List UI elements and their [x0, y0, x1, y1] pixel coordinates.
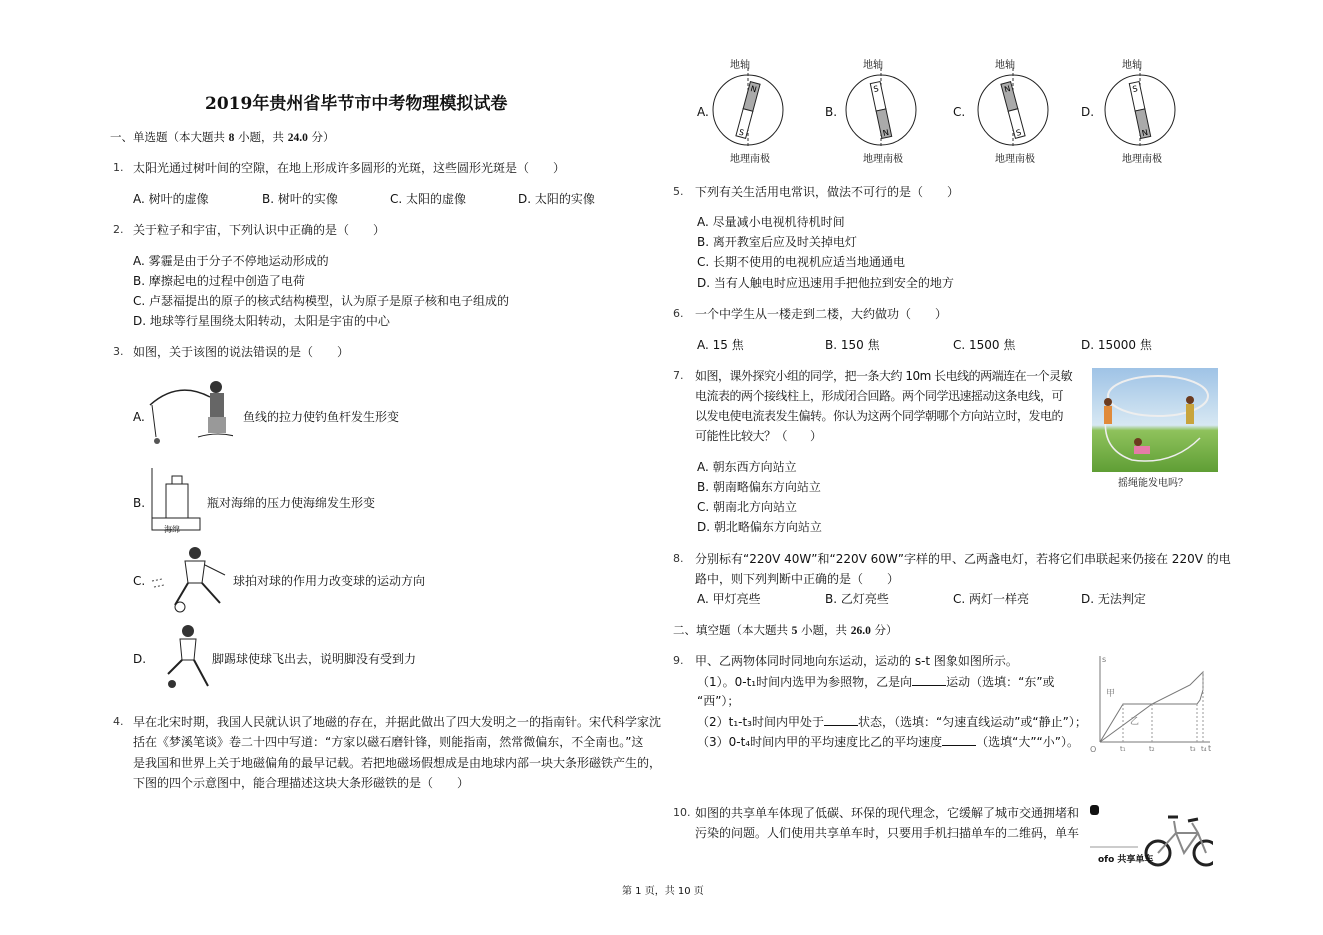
question-text-line: 是我国和世界上关于地磁偏角的最早记载。若把地磁场假想成是由地球内部一块大条形磁铁产生的， — [133, 756, 662, 770]
magnet-top-pole: S — [872, 84, 880, 94]
answer-blank[interactable] — [912, 674, 946, 686]
figure-letter: A. — [697, 105, 709, 119]
question-text-line: 可能性比较大？（ ） — [695, 429, 822, 443]
sponge-label: 海绵 — [164, 525, 180, 534]
earth-axis-label: 地轴 — [1122, 60, 1142, 71]
s-t-graph — [1090, 652, 1215, 752]
south-pole-label: 地理南极 — [995, 154, 1035, 165]
graph-label-jia: 甲 — [1106, 689, 1116, 699]
question-number: 3. — [113, 345, 124, 358]
section-score: 26.0 — [850, 625, 871, 637]
south-pole-label: 地理南极 — [730, 154, 770, 165]
sub-question-text: （3）0-t₄时间内甲的平均速度比乙的平均速度 — [697, 735, 943, 749]
page-footer: 第 1 页，共 10 页 — [622, 886, 704, 897]
bike-brand-label: ofo 共享单车 — [1098, 855, 1154, 865]
question-number: 9. — [673, 654, 684, 667]
question-text: 如图，关于该图的说法错误的是（ ） — [133, 345, 350, 359]
sub-question-text: （2）t₁-t₃时间内甲处于 — [697, 715, 824, 729]
figure-letter: C. — [953, 105, 966, 119]
kicking-ball-image — [150, 624, 215, 694]
earth-magnet-diagram — [1100, 68, 1180, 148]
magnet-top-pole: N — [1003, 84, 1012, 95]
option-c: C. 卢瑟福提出的原子的核式结构模型，认为原子是原子核和电子组成的 — [133, 294, 510, 308]
section-score: 24.0 — [287, 132, 308, 144]
question-text: 太阳光通过树叶间的空隙，在地上形成许多圆形的光斑，这些圆形光斑是（ ） — [133, 161, 566, 175]
page-title: 2019年贵州省毕节市中考物理模拟试卷 — [205, 94, 508, 114]
question-number: 4. — [113, 715, 124, 728]
graph-y-axis: s — [1102, 655, 1107, 664]
magnet-bottom-pole: S — [737, 127, 746, 138]
option-b: B. 摩擦起电的过程中创造了电荷 — [133, 274, 305, 288]
option-c-text: 球拍对球的作用力改变球的运动方向 — [233, 574, 426, 588]
option-d: D. 地球等行星围绕太阳转动，太阳是宇宙的中心 — [133, 314, 390, 328]
fishing-image — [148, 375, 233, 455]
figure-letter: D. — [1081, 105, 1095, 119]
section-mid: 小题，共 — [801, 623, 848, 637]
south-pole-label: 地理南极 — [1122, 154, 1162, 165]
question-text-line: 以发电使电流表发生偏转。你认为这两个同学朝哪个方向站立时，发电的 — [695, 409, 1064, 423]
magnet-bottom-pole: N — [882, 127, 890, 139]
magnet-bottom-pole: S — [1015, 127, 1023, 138]
option-d-letter: D. — [133, 652, 147, 666]
option-a: A. 朝东西方向站立 — [697, 460, 797, 474]
section-header-fill-blank — [673, 623, 898, 638]
graph-label-yi: 乙 — [1130, 717, 1140, 727]
question-text: 甲、乙两物体同时同地向东运动，运动的 s-t 图象如图所示。 — [695, 654, 1018, 668]
option-d: D. 无法判定 — [1081, 592, 1146, 606]
question-text-line: 如图的共享单车体现了低碳、环保的现代理念，它缓解了城市交通拥堵和 — [695, 806, 1080, 820]
rope-generator-image — [1092, 368, 1218, 472]
question-text-line: 分别标有“220V 40W”和“220V 60W”字样的甲、乙两盏电灯，若将它们串联起来仍接在 220V 的电 — [695, 552, 1231, 566]
graph-tick: t₄ — [1201, 745, 1207, 752]
magnet-top-pole: S — [1131, 84, 1139, 94]
question-count: 5 — [791, 625, 798, 637]
option-a: A. 甲灯亮些 — [697, 592, 761, 606]
sub-question-3 — [697, 734, 1079, 749]
sub-question-text: （1）。0-t₁时间内选甲为参照物，乙是向 — [697, 675, 913, 689]
option-a-text: 鱼线的拉力使钓鱼杆发生形变 — [243, 410, 400, 424]
earth-axis-label: 地轴 — [730, 60, 750, 71]
section-mid: 小题，共 — [238, 130, 285, 144]
option-c-letter: C. — [133, 574, 146, 588]
question-text: 一个中学生从一楼走到二楼，大约做功（ ） — [695, 307, 948, 321]
earth-axis-label: 地轴 — [863, 60, 883, 71]
question-text-line: 污染的问题。人们使用共享单车时，只要用手机扫描单车的二维码，单车 — [695, 826, 1080, 840]
option-c: C. 两灯一样亮 — [953, 592, 1030, 606]
question-number: 2. — [113, 223, 124, 236]
option-a: A. 树叶的虚像 — [133, 192, 209, 206]
option-d: D. 太阳的实像 — [518, 192, 595, 206]
earth-magnet-diagram — [973, 68, 1053, 148]
option-b: B. 乙灯亮些 — [825, 592, 889, 606]
option-c: C. 太阳的虚像 — [390, 192, 467, 206]
answer-blank[interactable] — [824, 714, 858, 726]
earth-magnet-diagram — [708, 68, 788, 148]
magnet-top-pole: N — [749, 84, 758, 95]
graph-x-axis: t — [1208, 744, 1212, 752]
sub-question-text: 运动（选填：“东”或 — [946, 675, 1055, 689]
magnet-bottom-pole: N — [1141, 127, 1149, 139]
section-header-single-choice — [110, 130, 335, 145]
question-number: 7. — [673, 369, 684, 382]
option-d: D. 朝北略偏东方向站立 — [697, 520, 822, 534]
section-end: 分） — [874, 623, 898, 637]
question-number: 8. — [673, 552, 684, 565]
graph-tick: t₁ — [1120, 745, 1126, 752]
sub-question-text: 状态，（选填：“匀速直线运动”或“静止”）； — [858, 715, 1087, 729]
section-end: 分） — [311, 130, 335, 144]
earth-magnet-diagram — [841, 68, 921, 148]
option-a: A. 雾霾是由于分子不停地运动形成的 — [133, 254, 329, 268]
sub-question-1 — [697, 674, 1055, 689]
graph-tick: t₃ — [1190, 745, 1196, 752]
question-text: 关于粒子和宇宙，下列认识中正确的是（ ） — [133, 223, 386, 237]
option-b: B. 树叶的实像 — [262, 192, 338, 206]
sub-question-text: “西”）； — [697, 694, 740, 708]
section-label: 二、填空题（本大题共 — [673, 623, 788, 637]
question-number: 5. — [673, 185, 684, 198]
option-a-letter: A. — [133, 410, 145, 424]
question-text-line: 早在北宋时期，我国人民就认识了地磁的存在，并据此做出了四大发明之一的指南针。宋代科学家沈 — [133, 715, 662, 729]
question-text-line: 电流表的两个接线柱上，形成闭合回路。两个同学迅速摇动这条电线，可 — [695, 389, 1064, 403]
question-text-line: 如图，课外探究小组的同学，把一条大约 10m 长电线的两端连在一个灵敏 — [695, 369, 1073, 383]
option-b: B. 离开教室后应及时关掉电灯 — [697, 235, 857, 249]
graph-origin: O — [1090, 745, 1097, 752]
question-text: 下列有关生活用电常识，做法不可行的是（ ） — [695, 185, 960, 199]
option-b: B. 朝南略偏东方向站立 — [697, 480, 821, 494]
earth-axis-label: 地轴 — [995, 60, 1015, 71]
image-caption: 摇绳能发电吗？ — [1118, 478, 1188, 489]
option-c: C. 1500 焦 — [953, 338, 1016, 352]
option-c: C. 朝南北方向站立 — [697, 500, 798, 514]
option-b: B. 150 焦 — [825, 338, 880, 352]
answer-blank[interactable] — [942, 734, 976, 746]
option-a: A. 尽量减小电视机待机时间 — [697, 215, 845, 229]
question-number: 1. — [113, 161, 124, 174]
section-label: 一、单选题（本大题共 — [110, 130, 225, 144]
figure-letter: B. — [825, 105, 838, 119]
question-number: 6. — [673, 307, 684, 320]
option-d-text: 脚踢球使球飞出去，说明脚没有受到力 — [212, 652, 417, 666]
sub-question-text: （选填“大”“小”）。 — [976, 735, 1079, 749]
option-a: A. 15 焦 — [697, 338, 744, 352]
option-d: D. 当有人触电时应迅速用手把他拉到安全的地方 — [697, 276, 954, 290]
sub-question-2 — [697, 714, 1087, 729]
question-text-line: 括在《梦溪笔谈》卷二十四中写道：“方家以磁石磨针锋，则能指南，然常微偏东，不全南也。”这 — [133, 735, 644, 749]
question-count: 8 — [228, 132, 235, 144]
question-number: 10. — [673, 806, 691, 819]
option-b-letter: B. — [133, 496, 146, 510]
badminton-image — [150, 545, 235, 617]
graph-tick: t₂ — [1149, 745, 1155, 752]
option-b-text: 瓶对海绵的压力使海绵发生形变 — [207, 496, 376, 510]
question-text-line: 路中，则下列判断中正确的是（ ） — [695, 572, 900, 586]
south-pole-label: 地理南极 — [863, 154, 903, 165]
option-d: D. 15000 焦 — [1081, 338, 1152, 352]
question-text-line: 下图的四个示意图中，能合理描述这块大条形磁铁的是（ ） — [133, 776, 470, 790]
option-c: C. 长期不使用的电视机应适当地通通电 — [697, 255, 906, 269]
